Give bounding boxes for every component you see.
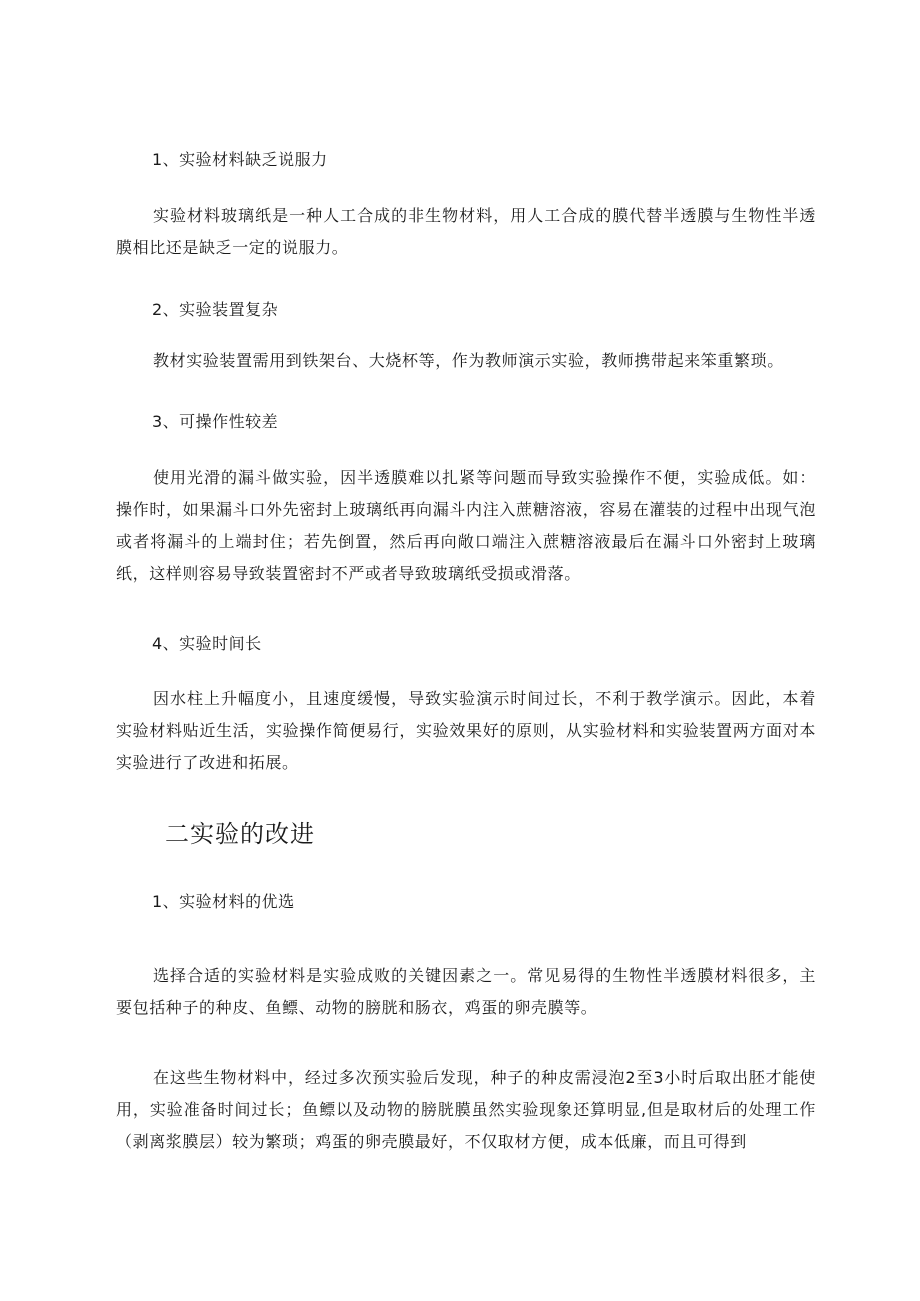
paragraph-material-comparison: 在这些生物材料中，经过多次预实验后发现，种子的种皮需浸泡2至3小时后取出胚才能使用，实验准备时间过长；鱼鳔以及动物的膀胱膜虽然实验现象还算明显,但是取材后的处理工作（剥离浆膜层）较为繁琐；鸡蛋的卵壳膜最好，不仅取材方便，成本低廉，而且可得到 [116, 1068, 816, 1151]
heading-apparatus-complex: 2、实验装置复杂 [152, 300, 279, 319]
heading-materials-lack-persuasiveness: 1、实验材料缺乏说服力 [152, 150, 328, 169]
heading-material-selection: 1、实验材料的优选 [152, 892, 295, 911]
paragraph-poor-operability: 使用光滑的漏斗做实验，因半透膜难以扎紧等问题而导致实验操作不便，实验成低。如：操作时，如果漏斗口外先密封上玻璃纸再向漏斗内注入蔗糖溶液，容易在灌装的过程中出现气泡或者将漏斗的上端封住；若先倒置，然后再向敞口端注入蔗糖溶液最后在漏斗口外密封上玻璃纸，这样则容易导致装置密封不严或者导致玻璃纸受损或滑落。 [116, 468, 816, 583]
paragraph-long-duration: 因水柱上升幅度小，且速度缓慢，导致实验演示时间过长，不利于教学演示。因此，本着实验材料贴近生活，实验操作简便易行，实验效果好的原则，从实验材料和实验装置两方面对本实验进行了改进和拓展。 [116, 689, 816, 772]
heading-long-duration: 4、实验时间长 [152, 634, 262, 653]
paragraph-material-selection-intro: 选择合适的实验材料是实验成败的关键因素之一。常见易得的生物性半透膜材料很多，主要包括种子的种皮、鱼鳔、动物的膀胱和肠衣，鸡蛋的卵壳膜等。 [116, 966, 816, 1017]
heading-poor-operability: 3、可操作性较差 [152, 412, 279, 431]
section-title-improvement: 二实验的改进 [165, 820, 315, 848]
paragraph-apparatus-complex: 教材实验装置需用到铁架台、大烧杯等，作为教师演示实验，教师携带起来笨重繁琐。 [153, 351, 784, 370]
paragraph-materials-lack-persuasiveness: 实验材料玻璃纸是一种人工合成的非生物材料，用人工合成的膜代替半透膜与生物性半透膜相比还是缺乏一定的说服力。 [116, 206, 816, 257]
